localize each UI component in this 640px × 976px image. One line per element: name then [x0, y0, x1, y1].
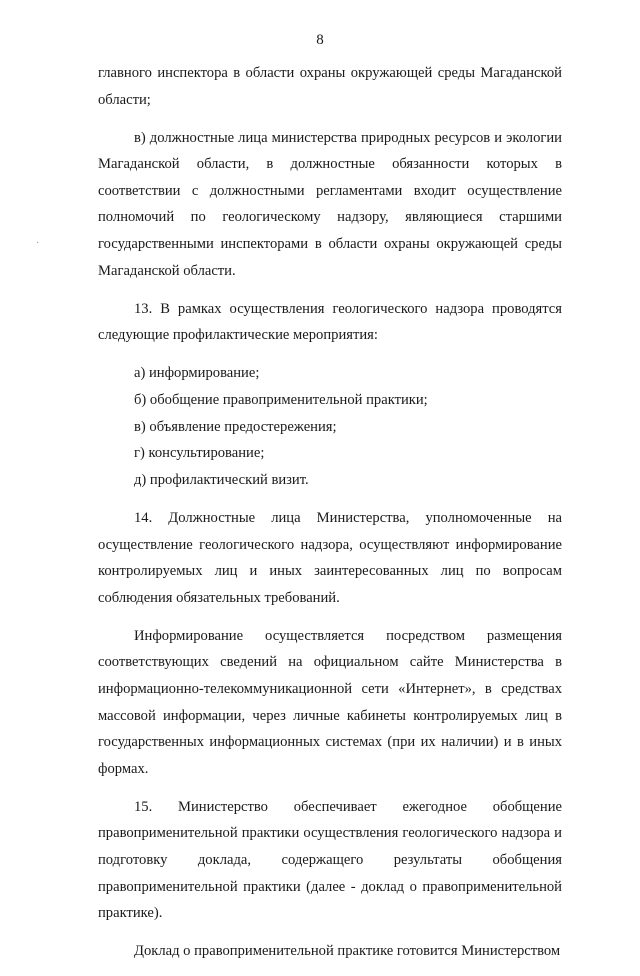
scan-artifact-dot: · [36, 238, 40, 249]
paragraph-informing: Информирование осуществляется посредством размещения соответствующих сведений на официальном сайте Министерства в информационно-телекоммуникационной сети «Интернет», в средствах массовой информации, через личные кабинеты контролируемых лиц в государственных информационных системах (при их наличии) и в иных формах. [98, 627, 562, 777]
paragraph-14: 14. Должностные лица Министерства, уполномоченные на осуществление геологического надзора, осуществляют информирование контролируемых лиц и иных заинтересованных лиц по вопросам соблюдения обязательных требований. [98, 509, 562, 606]
paragraph-15: 15. Министерство обеспечивает ежегодное обобщение правоприменительной практики осуществления геологического надзора и подготовку доклада, содержащего результаты обобщения правоприменительной практики (далее - доклад о правоприменительной практике). [98, 798, 562, 922]
list-item-v: в) объявление предостережения; [134, 418, 337, 435]
list-item-b: б) обобщение правоприменительной практики; [134, 392, 428, 409]
list-item-a: а) информирование; [134, 365, 260, 382]
paragraph-continuation: главного инспектора в области охраны окружающей среды Магаданской области; [98, 65, 562, 108]
document-body [98, 60, 562, 976]
list-item-d: д) профилактический визит. [134, 471, 309, 488]
paragraph-report: Доклад о правоприменительной практике готовится Министерством [134, 943, 561, 960]
paragraph-item-v-officials: в) должностные лица министерства природных ресурсов и экологии Магаданской области, в должностные обязанности которых в соответствии с должностными регламентами входит осуществление полномочий по геологическому надзору, являющиеся старшими государственными инспекторами в области охраны окружающей среды Магаданской области. [98, 129, 562, 279]
list-item-g: г) консультирование; [134, 445, 265, 462]
paragraph-13: 13. В рамках осуществления геологического надзора проводятся следующие профилактические мероприятия: [98, 300, 562, 344]
page-number: 8 [316, 32, 324, 48]
